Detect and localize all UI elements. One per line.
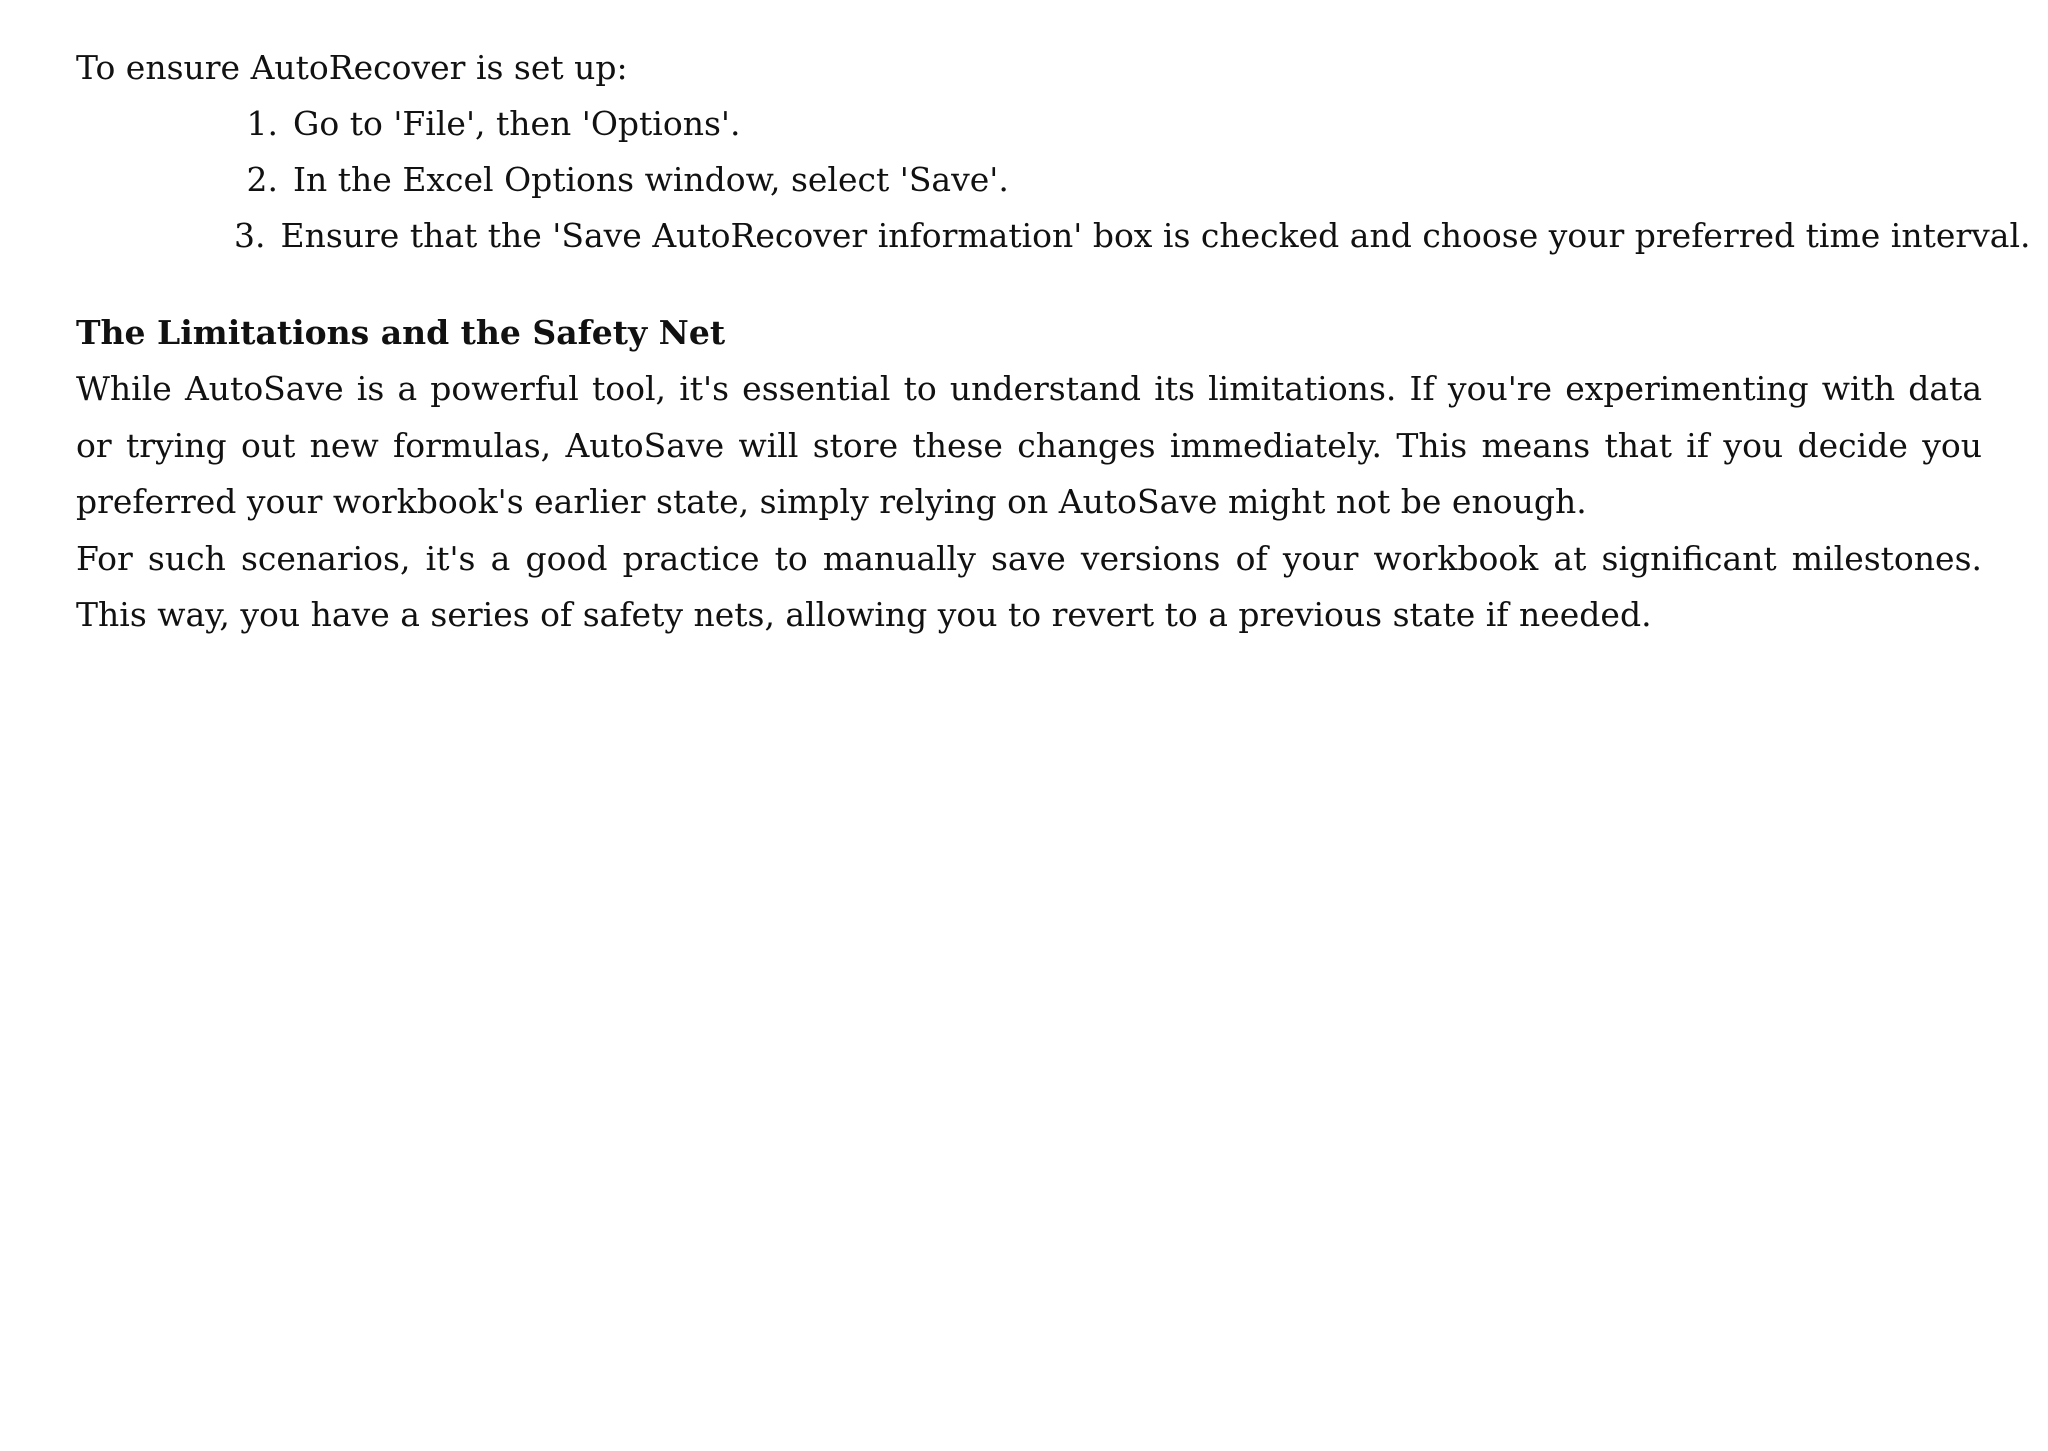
intro-text: To ensure AutoRecover is set up:: [76, 48, 628, 87]
list-item: [76, 96, 1982, 152]
list-item: [76, 152, 1982, 208]
step-number: 1.: [246, 104, 278, 143]
list-item: [76, 208, 2031, 264]
step-text: Ensure that the 'Save AutoRecover information' box is checked and choose your preferred time interval.: [280, 216, 2031, 255]
paragraph-limitations: While AutoSave is a powerful tool, it's essential to understand its limitations. If you're experimenting with data or trying out new formulas, AutoSave will store these changes immediately. This means that if you decide you preferred your workbook's earlier state, simply relying on AutoSave might not be enough.: [76, 369, 1982, 521]
step-number: 3.: [234, 216, 266, 255]
section-heading: The Limitations and the Safety Net: [76, 313, 726, 352]
steps-list: [76, 96, 2031, 264]
step-number: 2.: [246, 160, 278, 199]
document-page: [76, 40, 2031, 644]
step-text: Go to 'File', then 'Options'.: [293, 104, 741, 143]
paragraph-safety-nets: For such scenarios, it's a good practice to manually save versions of your workbook at significant milestones. This way, you have a series of safety nets, allowing you to revert to a previous state if needed.: [76, 538, 1982, 634]
step-text: In the Excel Options window, select 'Save'.: [293, 160, 1009, 199]
